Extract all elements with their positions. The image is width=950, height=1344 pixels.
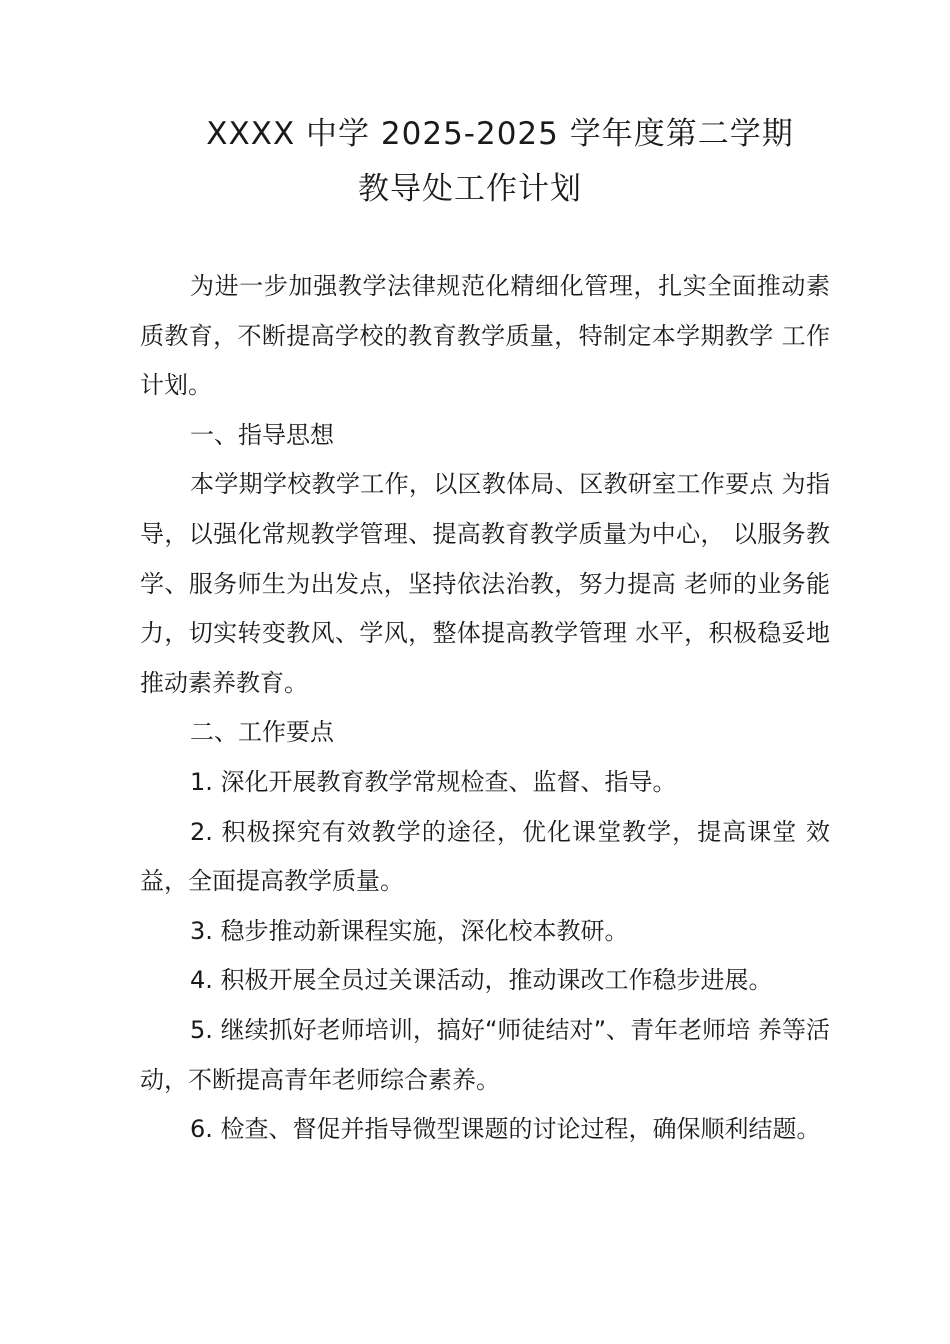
work-point-item: 3. 稳步推动新课程实施，深化校本教研。 xyxy=(190,916,629,945)
work-point-item: 2. 积极探究有效教学的途径，优化课堂教学，提高课堂 效益，全面提高教学质量。 xyxy=(140,817,830,896)
intro-paragraph: 为进一步加强教学法律规范化精细化管理，扎实全面推动素质教育，不断提高学校的教育教学质量，特制定本学期教学 工作计划。 xyxy=(140,272,830,400)
work-point-item: 6. 检查、督促并指导微型课题的讨论过程，确保顺利结题。 xyxy=(190,1115,821,1144)
section-heading-work-points: 二、工作要点 xyxy=(190,718,334,747)
document-body xyxy=(140,262,830,1155)
document-title-line2: 教导处工作计划 xyxy=(358,171,582,207)
section-heading-guiding-ideology: 一、指导思想 xyxy=(190,420,334,449)
work-point-item: 1. 深化开展教育教学常规检查、监督、指导。 xyxy=(190,767,677,796)
work-point-item: 4. 积极开展全员过关课活动，推动课改工作稳步进展。 xyxy=(190,966,773,995)
work-point-item: 5. 继续抓好老师培训，搞好“师徒结对”、青年老师培 养等活动，不断提高青年老师综合素养。 xyxy=(140,1015,830,1094)
guiding-ideology-paragraph: 本学期学校教学工作，以区教体局、区教研室工作要点 为指导，以强化常规教学管理、提高教育教学质量为中心， 以服务教学、服务师生为出发点，坚持依法治教，努力提高 老师的业务能力，切实转变教风、学风，整体提高教学管理 水平，积极稳妥地推动素养教育。 xyxy=(140,470,830,697)
document-title-line1: XXXX 中学 2025-2025 学年度第二学期 xyxy=(206,116,794,152)
